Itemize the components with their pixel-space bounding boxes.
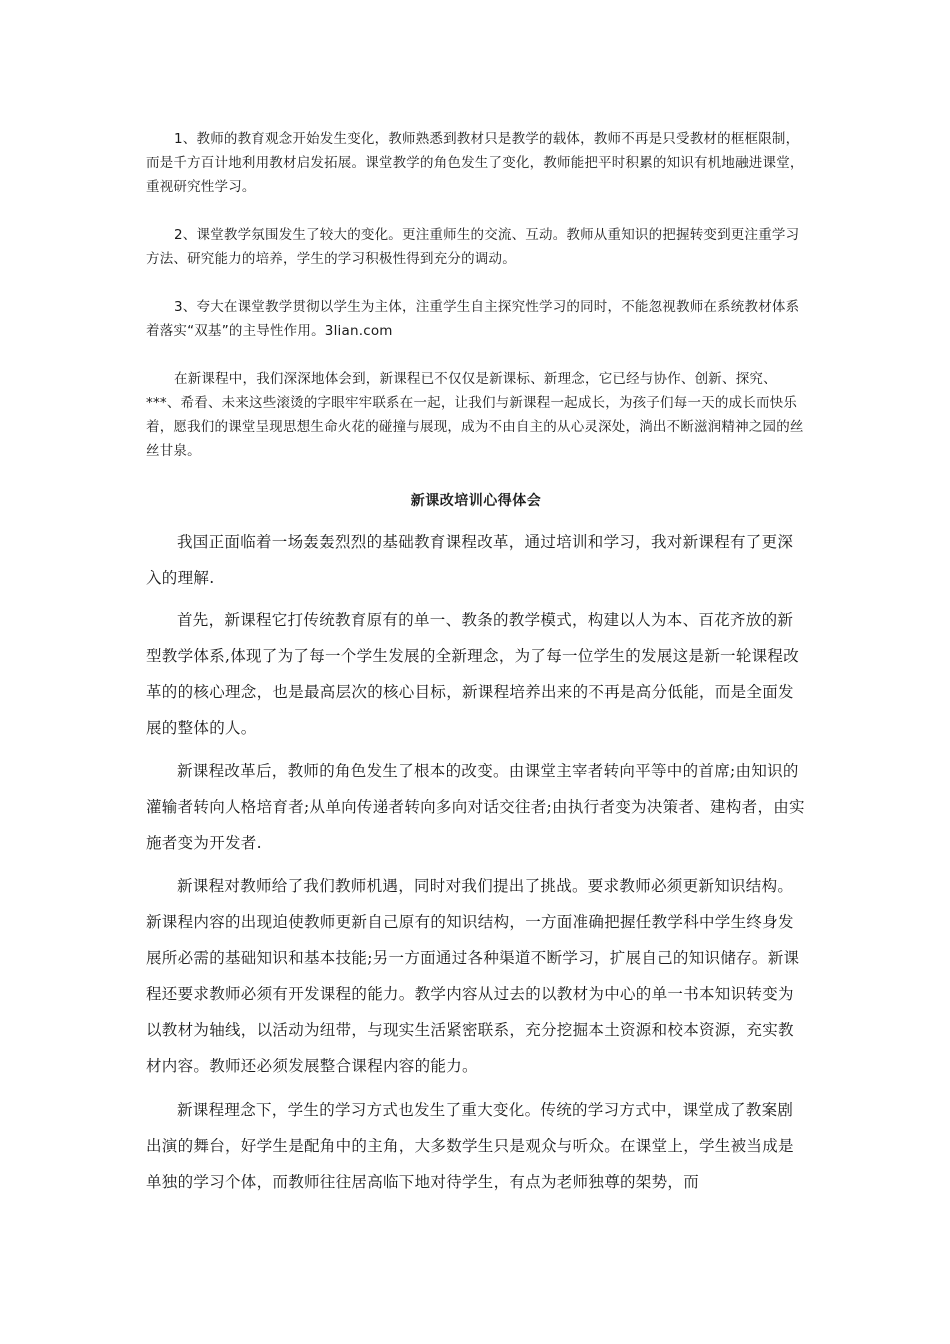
paragraph-intro: 我国正面临着一场轰轰烈烈的基础教育课程改革，通过培训和学习，我对新课程有了更深入的理解. [146,533,794,587]
section-title: 新课改培训心得体会 [410,493,542,509]
paragraph-point-2: 2、课堂教学氛围发生了较大的变化。更注重师生的交流、互动。教师从重知识的把握转变到更注重学习方法、研究能力的培养，学生的学习积极性得到充分的调动。 [146,227,800,267]
paragraph-learning-style: 新课程理念下，学生的学习方式也发生了重大变化。传统的学习方式中，课堂成了教案剧出演的舞台，好学生是配角中的主角，大多数学生只是观众与听众。在课堂上，学生被当成是单独的学习个体，而教师往往居高临下地对待学生，有点为老师独尊的架势，而 [146,1101,794,1191]
paragraph-conclusion: 在新课程中，我们深深地体会到，新课程已不仅仅是新课标、新理念，它已经与协作、创新、探究、***、希看、未来这些滚烫的字眼牢牢联系在一起，让我们与新课程一起成长，为孩子们每一天的成长而快乐着，愿我们的课堂呈现思想生命火花的碰撞与展现，成为不由自主的从心灵深处，淌出不断滋润精神之园的丝丝甘泉。 [146,371,804,459]
paragraph-point-1: 1、教师的教育观念开始发生变化，教师熟悉到教材只是教学的载体，教师不再是只受教材的框框限制，而是千方百计地利用教材启发拓展。课堂教学的角色发生了变化，教师能把平时积累的知识有机地融进课堂，重视研究性学习。 [146,131,804,195]
paragraph-point-3: 3、夸大在课堂教学贯彻以学生为主体，注重学生自主探究性学习的同时，不能忽视教师在系统教材体系着落实“双基”的主导性作用。3lian.com [146,299,800,339]
paragraph-first: 首先，新课程它打传统教育原有的单一、教条的教学模式，构建以人为本、百花齐放的新型教学体系,体现了为了每一个学生发展的全新理念，为了每一位学生的发展这是新一轮课程改革的的核心理念，也是最高层次的核心目标，新课程培养出来的不再是高分低能，而是全面发展的整体的人。 [146,611,800,737]
paragraph-challenge: 新课程对教师给了我们教师机遇，同时对我们提出了挑战。要求教师必须更新知识结构。新课程内容的出现迫使教师更新自己原有的知识结构，一方面准确把握任教学科中学生终身发展所必需的基础知识和基本技能;另一方面通过各种渠道不断学习，扩展自己的知识储存。新课程还要求教师必须有开发课程的能力。教学内容从过去的以教材为中心的单一书本知识转变为以教材为轴线，以活动为纽带，与现实生活紧密联系，充分挖掘本土资源和校本资源，充实教材内容。教师还必须发展整合课程内容的能力。 [146,877,800,1075]
paragraph-teacher-role: 新课程改革后，教师的角色发生了根本的改变。由课堂主宰者转向平等中的首席;由知识的灌输者转向人格培育者;从单向传递者转向多向对话交往者;由执行者变为决策者、建构者，由实施者变为开发者. [146,762,805,852]
